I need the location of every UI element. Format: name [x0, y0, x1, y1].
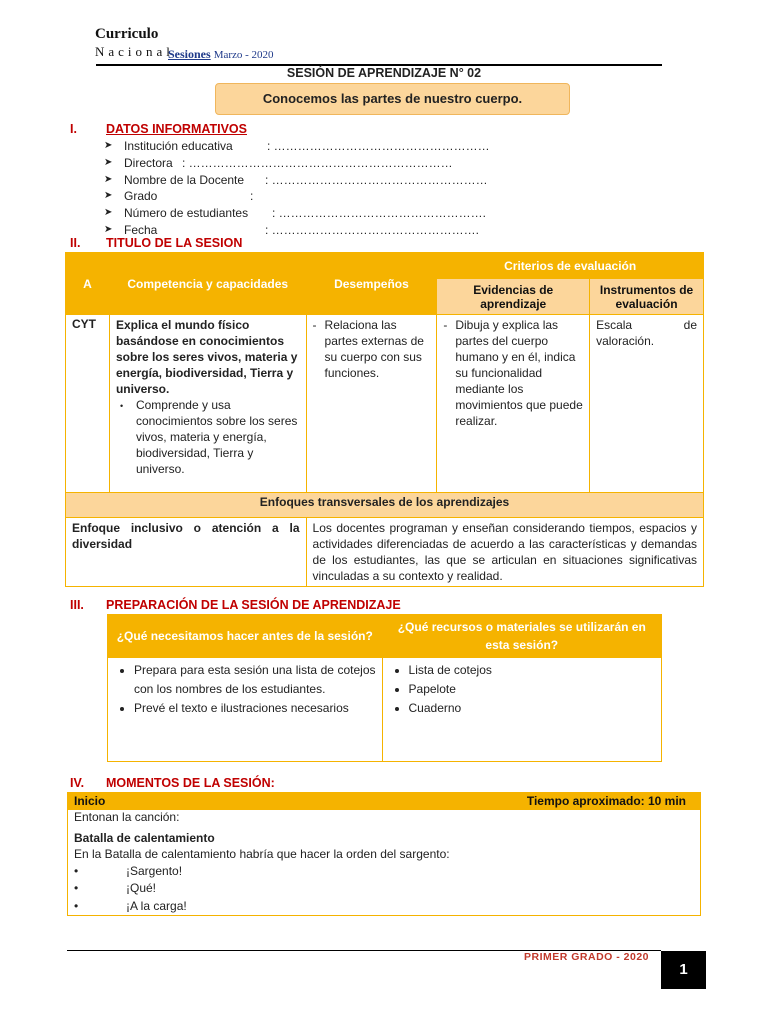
section-title: TITULO DE LA SESION [106, 236, 243, 250]
desempeno-text: - Relaciona las partes externas de su cuerpo con sus funciones. [313, 317, 431, 381]
datos-label: Directora [124, 155, 173, 170]
header-area: A [66, 253, 110, 315]
datos-value: : ……………………………………………. [265, 222, 480, 237]
section-datos-informativos [70, 122, 370, 138]
section-number: IV. [70, 776, 85, 790]
session-title: SESIÓN DE APRENDIZAJE N° 02 [286, 66, 482, 80]
datos-value: : ………………………………………………………… [182, 155, 453, 170]
arrow-bullet-icon: ➤ [104, 173, 113, 185]
list-item: • Cuaderno [409, 699, 655, 718]
recursos-cell [382, 658, 661, 762]
list-item: • ¡A la carga! [74, 899, 187, 913]
header-instrumentos: Instrumentos de evaluación [590, 279, 704, 315]
momentos-box [67, 792, 701, 916]
sesiones-word: Sesiones [168, 47, 211, 61]
arrow-bullet-icon: ➤ [104, 223, 113, 235]
list-item: • Papelote [409, 680, 655, 699]
recursos-list [389, 661, 655, 718]
session-topic-banner: Conocemos las partes de nuestro cuerpo. [215, 83, 570, 115]
header-criterios: Criterios de evaluación [437, 253, 704, 279]
arrow-bullet-icon: ➤ [104, 156, 113, 168]
header-competencia: Competencia y capacidades [109, 253, 306, 315]
section-number: II. [70, 236, 81, 250]
footer-grade: PRIMER GRADO - 2020 [524, 951, 650, 963]
list-item: • ¡Qué! [74, 881, 157, 895]
antes-cell [108, 658, 383, 762]
inicio-bar [68, 793, 700, 810]
page-number: 1 [661, 951, 706, 989]
header-antes: ¿Qué necesitamos hacer antes de la sesión? [108, 615, 383, 658]
section-titulo-sesion [70, 236, 370, 252]
momento-line: Entonan la canción: [74, 810, 180, 824]
antes-list [114, 661, 376, 718]
list-item: • Prepara para esta sesión una lista de cotejos con los nombres de los estudiantes. [134, 661, 376, 699]
preparacion-table [107, 614, 662, 762]
brand-curriculo: Curriculo [95, 26, 159, 42]
datos-label: Nombre de la Docente [124, 172, 245, 187]
section-title: PREPARACIÓN DE LA SESIÓN DE APRENDIZAJE [106, 598, 401, 612]
competencia-text: Explica el mundo físico basándose en conocimientos sobre los seres vivos, materia y energía, biodiversidad, Tierra y universo. [115, 318, 298, 396]
bullet-text: ¡Qué! [126, 881, 157, 895]
list-item: • Lista de cotejos [409, 661, 655, 680]
datos-value: : ……………………………………………. [272, 206, 487, 221]
datos-label: Institución educativa [124, 139, 233, 153]
datos-label: Número de estudiantes [124, 206, 249, 221]
section-preparacion [70, 598, 570, 614]
competencia-cell [109, 315, 306, 493]
evidencia-cell [437, 315, 590, 493]
brand-nacional: Nacional [95, 44, 174, 59]
arrow-bullet-icon: ➤ [104, 207, 113, 219]
enfoques-title: Enfoques transversales de los aprendizajes [66, 493, 704, 518]
section-momentos [70, 776, 470, 792]
header-evidencias: Evidencias de aprendizaje [437, 279, 590, 315]
enfoque-description: Los docentes programan y enseñan considerando tiempos, espacios y actividades diferenciadas de acuerdo a las características y demandas de los estudiantes, las que se articulan en situaciones significativas vinculadas a su contexto y realidad. [306, 518, 703, 587]
section-number: I. [70, 122, 77, 136]
section-number: III. [70, 598, 84, 612]
datos-value: : [250, 189, 254, 204]
area-cell: CYT [66, 315, 110, 493]
enfoque-name: Enfoque inclusivo o atención a la diversidad [66, 518, 307, 587]
header-desempenos: Desempeños [306, 253, 437, 315]
sesiones-period: Marzo - 2020 [213, 49, 274, 61]
momento-subtitle: Batalla de calentamiento [74, 831, 215, 845]
instrumento-cell: Escala de valoración. [590, 315, 704, 493]
arrow-bullet-icon: ➤ [104, 140, 113, 151]
header-recursos: ¿Qué recursos o materiales se utilizarán en esta sesión? [382, 615, 661, 658]
datos-label: Fecha [124, 222, 158, 237]
list-item: • ¡Sargento! [74, 864, 183, 878]
arrow-bullet-icon: ➤ [104, 190, 113, 202]
inicio-label: Inicio [74, 794, 106, 808]
datos-label: Grado [124, 189, 158, 204]
datos-value: : ……………………………………………… [265, 172, 488, 187]
sesiones-label [168, 47, 274, 62]
tiempo-label: Tiempo aproximado: 10 min [526, 794, 686, 808]
desempeno-cell [306, 315, 437, 493]
list-item: • Prevé el texto e ilustraciones necesarios [134, 699, 376, 718]
bullet-text: ¡Sargento! [126, 864, 183, 878]
competencias-table [65, 252, 704, 587]
section-title: MOMENTOS DE LA SESIÓN: [106, 776, 275, 790]
section-title: DATOS INFORMATIVOS [106, 122, 247, 136]
evidencia-text: - Dibuja y explica las partes del cuerpo humano y en él, indica su funcionalidad mediante los movimientos que puede realizar. [443, 317, 583, 429]
capacidad-text: • Comprende y usa conocimientos sobre los seres vivos, materia y energía, biodiversidad, Tierra y universo. [116, 397, 300, 477]
datos-value: : ……………………………………………… [267, 139, 490, 153]
bullet-text: ¡A la carga! [126, 899, 187, 913]
momento-line: En la Batalla de calentamiento habría que hacer la orden del sargento: [74, 847, 450, 861]
